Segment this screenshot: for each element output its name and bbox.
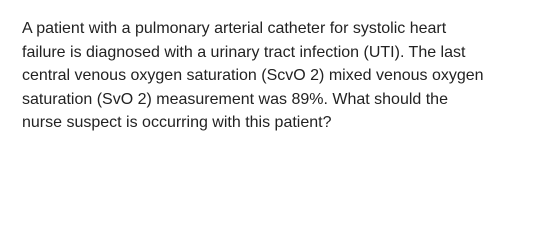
question-text bbox=[22, 17, 548, 135]
question-line-2: failure is diagnosed with a urinary tract infection (UTI). The last bbox=[22, 43, 466, 61]
question-line-3: central venous oxygen saturation (ScvO 2) mixed venous oxygen bbox=[22, 67, 484, 84]
question-line-5: nurse suspect is occurring with this patient? bbox=[22, 114, 332, 131]
question-line-1: A patient with a pulmonary arterial catheter for systolic heart bbox=[22, 20, 447, 37]
question-line-4: saturation (SvO 2) measurement was 89%. What should the bbox=[22, 90, 448, 108]
